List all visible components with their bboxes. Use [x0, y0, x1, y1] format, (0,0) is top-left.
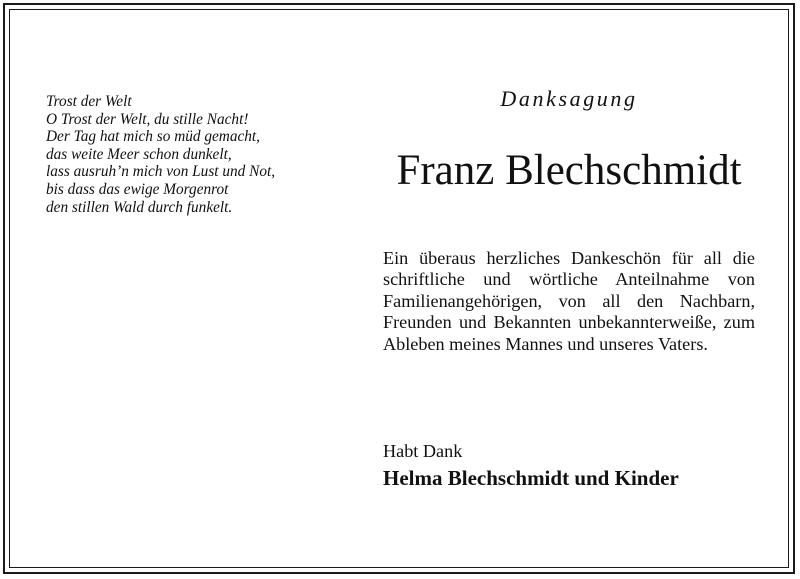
- closing-text: Habt Dank: [383, 441, 463, 461]
- poem-line: O Trost der Welt, du stille Nacht!: [46, 110, 249, 128]
- poem: [46, 93, 346, 216]
- poem-line: das weite Meer schon dunkelt,: [46, 145, 232, 163]
- poem-line: bis dass das ewige Morgenrot: [46, 180, 229, 198]
- signature: Helma Blechschmidt und Kinder: [383, 466, 679, 490]
- thanks-message: Ein überaus herzliches Dankeschön für all die schriftliche und wörtliche Anteilnahme von Familienangehörigen, von all den Nachbarn, Freunden und Bekannten unbekannterweiße, zum Ableben meines Mannes und unseres Vaters.: [383, 248, 755, 354]
- poem-line: Der Tag hat mich so müd gemacht,: [46, 128, 261, 146]
- poem-line: lass ausruh’n mich von Lust und Not,: [46, 163, 276, 181]
- notice-heading: Danksagung: [500, 86, 638, 111]
- deceased-name: Franz Blechschmidt: [396, 147, 742, 194]
- poem-line: den stillen Wald durch funkelt.: [46, 198, 233, 216]
- poem-title: Trost der Welt: [46, 93, 132, 110]
